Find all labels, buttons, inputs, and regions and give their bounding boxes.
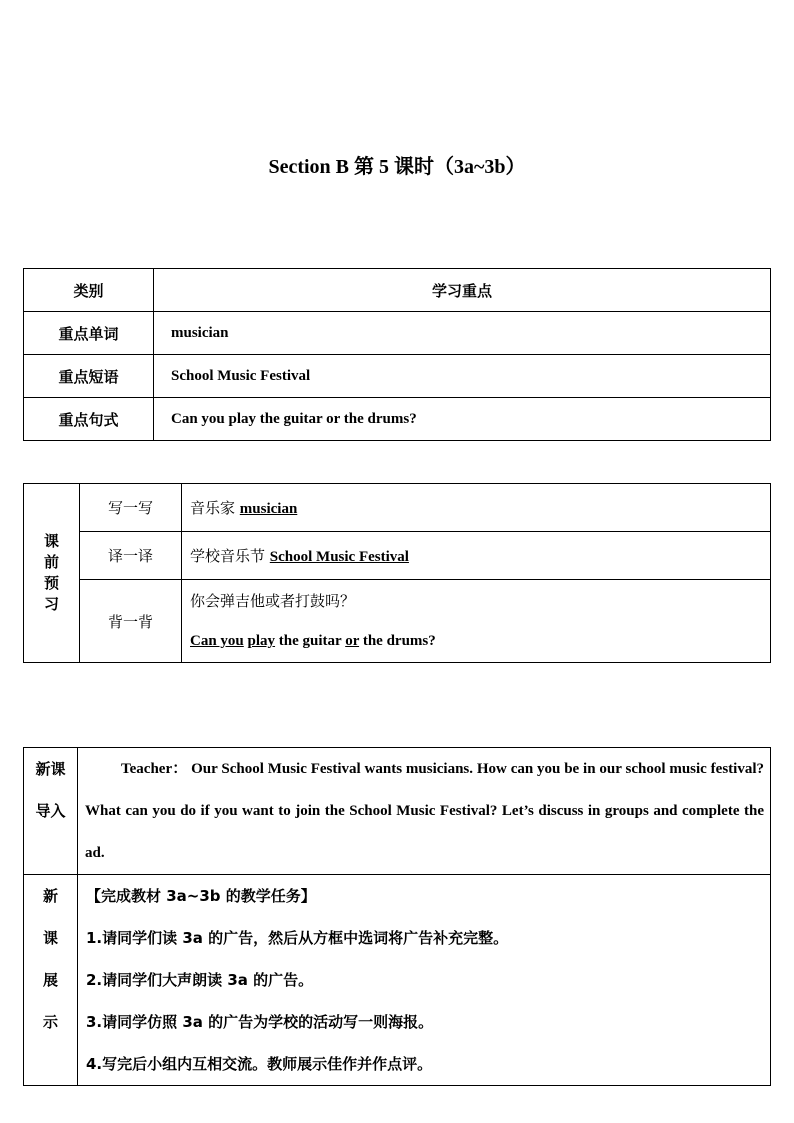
translate-label: 译一译 <box>80 532 182 580</box>
list-item: 3.请同学仿照 3a 的广告为学校的活动写一则海报。 <box>86 1013 434 1031</box>
row-label: 重点短语 <box>24 355 154 398</box>
lesson-table <box>23 747 771 1086</box>
row-label: 重点句式 <box>24 398 154 441</box>
recite-content: 你会弹吉他或者打鼓吗？ Can you play the guitar or the drums? <box>182 580 771 663</box>
table-row <box>24 532 771 580</box>
show-side-label: 新 课 展 示 <box>24 875 78 1086</box>
preview-side-label: 课 前 预 习 <box>24 484 80 663</box>
answer-text: School Music Festival <box>269 549 409 565</box>
table-row <box>24 875 771 1086</box>
intro-text: Teacher： Our School Music Festival wants musicians. How can you be in our school music festival? What can you do if you want to join the School Music Festival? Let’s discuss in groups and complete the ad. <box>78 748 771 875</box>
list-item: 1.请同学们读 3a 的广告，然后从方框中选词将广告补充完整。 <box>86 929 509 947</box>
header-category: 类别 <box>24 269 154 312</box>
preview-table <box>23 483 771 663</box>
table-row <box>24 398 771 441</box>
translate-content: 学校音乐节 School Music Festival <box>182 532 771 580</box>
table-row <box>24 484 771 532</box>
table-row <box>24 312 771 355</box>
page-title: Section B 第 5 课时（3a~3b） <box>268 156 526 178</box>
row-label: 重点单词 <box>24 312 154 355</box>
recite-sentence: Can you play the guitar or the drums? <box>190 633 436 649</box>
header-focus: 学习重点 <box>154 269 771 312</box>
row-value: musician <box>154 312 771 355</box>
list-item: 2.请同学们大声朗读 3a 的广告。 <box>86 971 314 989</box>
list-item: 4.写完后小组内互相交流。教师展示佳作并作点评。 <box>86 1055 433 1073</box>
table-row <box>24 748 771 875</box>
write-content: 音乐家 musician <box>182 484 771 532</box>
recite-label: 背一背 <box>80 580 182 663</box>
list-item: 【完成教材 3a~3b 的教学任务】 <box>86 887 316 905</box>
table-row <box>24 269 771 312</box>
write-label: 写一写 <box>80 484 182 532</box>
row-value: Can you play the guitar or the drums? <box>154 398 771 441</box>
answer-text: musician <box>239 501 298 517</box>
intro-side-label: 新课 导入 <box>24 748 78 875</box>
show-tasks <box>78 875 771 1086</box>
focus-table <box>23 268 771 441</box>
row-value: School Music Festival <box>154 355 771 398</box>
table-row <box>24 355 771 398</box>
table-row <box>24 580 771 663</box>
